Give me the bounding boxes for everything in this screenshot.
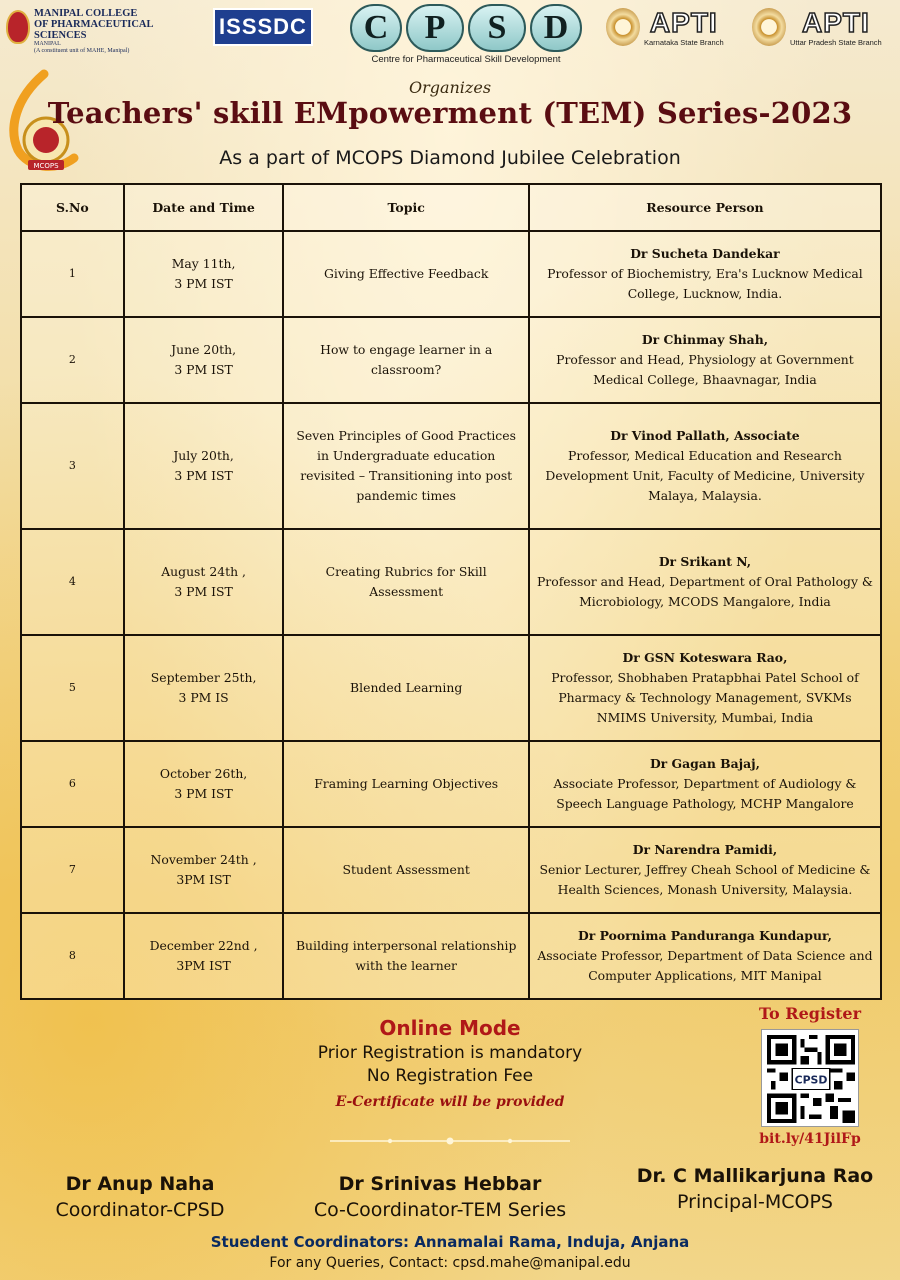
cell-date: November 24th , 3PM IST <box>124 827 284 913</box>
person-name: Dr Chinmay Shah, <box>641 332 769 347</box>
person-affiliation: Associate Professor, Department of Data Science and Computer Applications, MIT Manipal <box>537 948 873 983</box>
header-topic: Topic <box>283 184 528 231</box>
person-name: Dr Vinod Pallath, Associate <box>610 428 800 443</box>
person-affiliation: Professor, Shobhaben Pratapbhai Patel School of Pharmacy & Technology Management, SVKMs NMIMS University, Mumbai, India <box>551 670 859 725</box>
person-name: Dr GSN Koteswara Rao, <box>622 650 788 665</box>
cell-topic: Blended Learning <box>283 635 528 741</box>
contact-line: For any Queries, Contact: cpsd.mahe@manipal.edu <box>269 1255 631 1271</box>
cell-sno: 8 <box>21 913 124 999</box>
cell-sno: 3 <box>21 403 124 529</box>
table-row <box>21 827 881 913</box>
cell-person <box>529 317 881 403</box>
organizes-label: Organizes <box>408 78 492 97</box>
cell-topic: Framing Learning Objectives <box>283 741 528 827</box>
cell-sno: 7 <box>21 827 124 913</box>
online-mode-label: Online Mode <box>379 1016 521 1040</box>
cell-topic: Creating Rubrics for Skill Assessment <box>283 529 528 635</box>
schedule-table <box>20 183 882 1000</box>
cell-topic: Seven Principles of Good Practices in Undergraduate education revisited – Transitioning into post pandemic times <box>283 403 528 529</box>
student-coordinators: Stuedent Coordinators: Annamalai Rama, Induja, Anjana <box>210 1233 690 1251</box>
table-row <box>21 231 881 317</box>
person-affiliation: Senior Lecturer, Jeffrey Cheah School of Medicine & Health Sciences, Monash University, Malaysia. <box>539 862 871 897</box>
apti-word: APTI <box>649 7 718 38</box>
cell-topic: Building interpersonal relationship with the learner <box>283 913 528 999</box>
apti-seal-icon <box>752 8 786 46</box>
cell-person <box>529 635 881 741</box>
table-header-row <box>21 184 881 231</box>
person-affiliation: Professor and Head, Physiology at Government Medical College, Bhaavnagar, India <box>556 352 854 387</box>
signatory-role: Coordinator-CPSD <box>55 1199 225 1221</box>
person-name: Dr Gagan Bajaj, <box>649 756 760 771</box>
cell-person <box>529 231 881 317</box>
apti-branch-up: Uttar Pradesh State Branch <box>790 38 882 47</box>
cell-date: September 25th, 3 PM IS <box>124 635 284 741</box>
cell-sno: 6 <box>21 741 124 827</box>
table-row <box>21 403 881 529</box>
jubilee-label: MCOPS <box>33 162 59 170</box>
person-affiliation: Professor of Biochemistry, Era's Lucknow Medical College, Lucknow, India. <box>547 266 863 301</box>
cell-person <box>529 827 881 913</box>
cell-sno: 2 <box>21 317 124 403</box>
mcops-emblem-icon <box>6 10 30 44</box>
registration-mandatory: Prior Registration is mandatory <box>317 1043 583 1063</box>
apti-word: APTI <box>801 7 870 38</box>
cpsd-full-name: Centre for Pharmaceutical Skill Development <box>371 54 561 65</box>
register-link[interactable]: bit.ly/41JilFp <box>759 1131 861 1147</box>
person-affiliation: Associate Professor, Department of Audiology & Speech Language Pathology, MCHP Mangalore <box>553 776 857 811</box>
person-name: Dr Narendra Pamidi, <box>632 842 778 857</box>
cell-person <box>529 403 881 529</box>
page-title: Teachers' skill EMpowerment (TEM) Series-2023 <box>47 96 853 130</box>
mcops-tagline: (A constituent unit of MAHE, Manipal) <box>34 48 130 54</box>
cell-date: May 11th, 3 PM IST <box>124 231 284 317</box>
table-row <box>21 913 881 999</box>
qr-code-icon <box>767 1035 855 1123</box>
signatory-name: Dr Srinivas Hebbar <box>338 1173 542 1195</box>
cell-topic: How to engage learner in a classroom? <box>283 317 528 403</box>
signatory-co-coordinator <box>280 1173 600 1221</box>
signatory-role: Co-Coordinator-TEM Series <box>313 1199 567 1221</box>
table-row <box>21 741 881 827</box>
registration-fee: No Registration Fee <box>366 1066 534 1086</box>
isssdc-logo: ISSSDC <box>213 8 313 46</box>
apti-karnataka-logo <box>606 8 724 56</box>
cell-person <box>529 529 881 635</box>
signatory-principal <box>620 1165 890 1213</box>
table-row <box>21 317 881 403</box>
person-name: Dr Sucheta Dandekar <box>630 246 780 261</box>
header-sno: S.No <box>21 184 124 231</box>
cell-sno: 5 <box>21 635 124 741</box>
person-name: Dr Poornima Panduranga Kundapur, <box>578 928 832 943</box>
cell-topic: Student Assessment <box>283 827 528 913</box>
cpsd-letter-s: S <box>468 4 526 52</box>
mcops-name-line3: MANIPAL <box>34 41 61 47</box>
register-panel <box>750 1004 870 1147</box>
signatory-role: Principal-MCOPS <box>677 1191 833 1213</box>
table-row <box>21 529 881 635</box>
cell-date: December 22nd , 3PM IST <box>124 913 284 999</box>
apti-branch-karnataka: Karnataka State Branch <box>644 38 724 47</box>
cell-date: October 26th, 3 PM IST <box>124 741 284 827</box>
cell-date: August 24th , 3 PM IST <box>124 529 284 635</box>
registration-qr-code[interactable] <box>761 1029 859 1127</box>
cpsd-letter-c: C <box>350 4 402 52</box>
mcops-name-line2: OF PHARMACEUTICAL SCIENCES <box>34 19 153 41</box>
cell-person <box>529 913 881 999</box>
cpsd-letter-d: D <box>530 4 582 52</box>
cell-sno: 4 <box>21 529 124 635</box>
header-date: Date and Time <box>124 184 284 231</box>
cpsd-letter-p: P <box>406 4 464 52</box>
ornament-divider-icon <box>330 1135 570 1147</box>
person-affiliation: Professor and Head, Department of Oral Pathology & Microbiology, MCODS Mangalore, India <box>536 574 873 609</box>
mcops-logo <box>6 8 196 56</box>
apti-seal-icon <box>606 8 640 46</box>
cell-topic: Giving Effective Feedback <box>283 231 528 317</box>
register-title: To Register <box>758 1004 862 1023</box>
header-person: Resource Person <box>529 184 881 231</box>
signatory-name: Dr. C Mallikarjuna Rao <box>636 1165 874 1187</box>
table-row <box>21 635 881 741</box>
e-certificate-note: E-Certificate will be provided <box>335 1094 565 1110</box>
page-subtitle: As a part of MCOPS Diamond Jubilee Celebration <box>219 147 681 169</box>
signatory-name: Dr Anup Naha <box>65 1173 215 1195</box>
signatory-coordinator <box>30 1173 250 1221</box>
qr-label: CPSD <box>794 1073 828 1087</box>
cell-date: June 20th, 3 PM IST <box>124 317 284 403</box>
person-affiliation: Professor, Medical Education and Research Development Unit, Faculty of Medicine, University Malaya, Malaysia. <box>545 448 865 503</box>
cell-date: July 20th, 3 PM IST <box>124 403 284 529</box>
apti-up-logo <box>752 8 882 56</box>
person-name: Dr Srikant N, <box>658 554 752 569</box>
cell-sno: 1 <box>21 231 124 317</box>
cell-person <box>529 741 881 827</box>
mcops-name-line1: MANIPAL COLLEGE <box>34 8 138 19</box>
cpsd-logo <box>345 4 587 66</box>
